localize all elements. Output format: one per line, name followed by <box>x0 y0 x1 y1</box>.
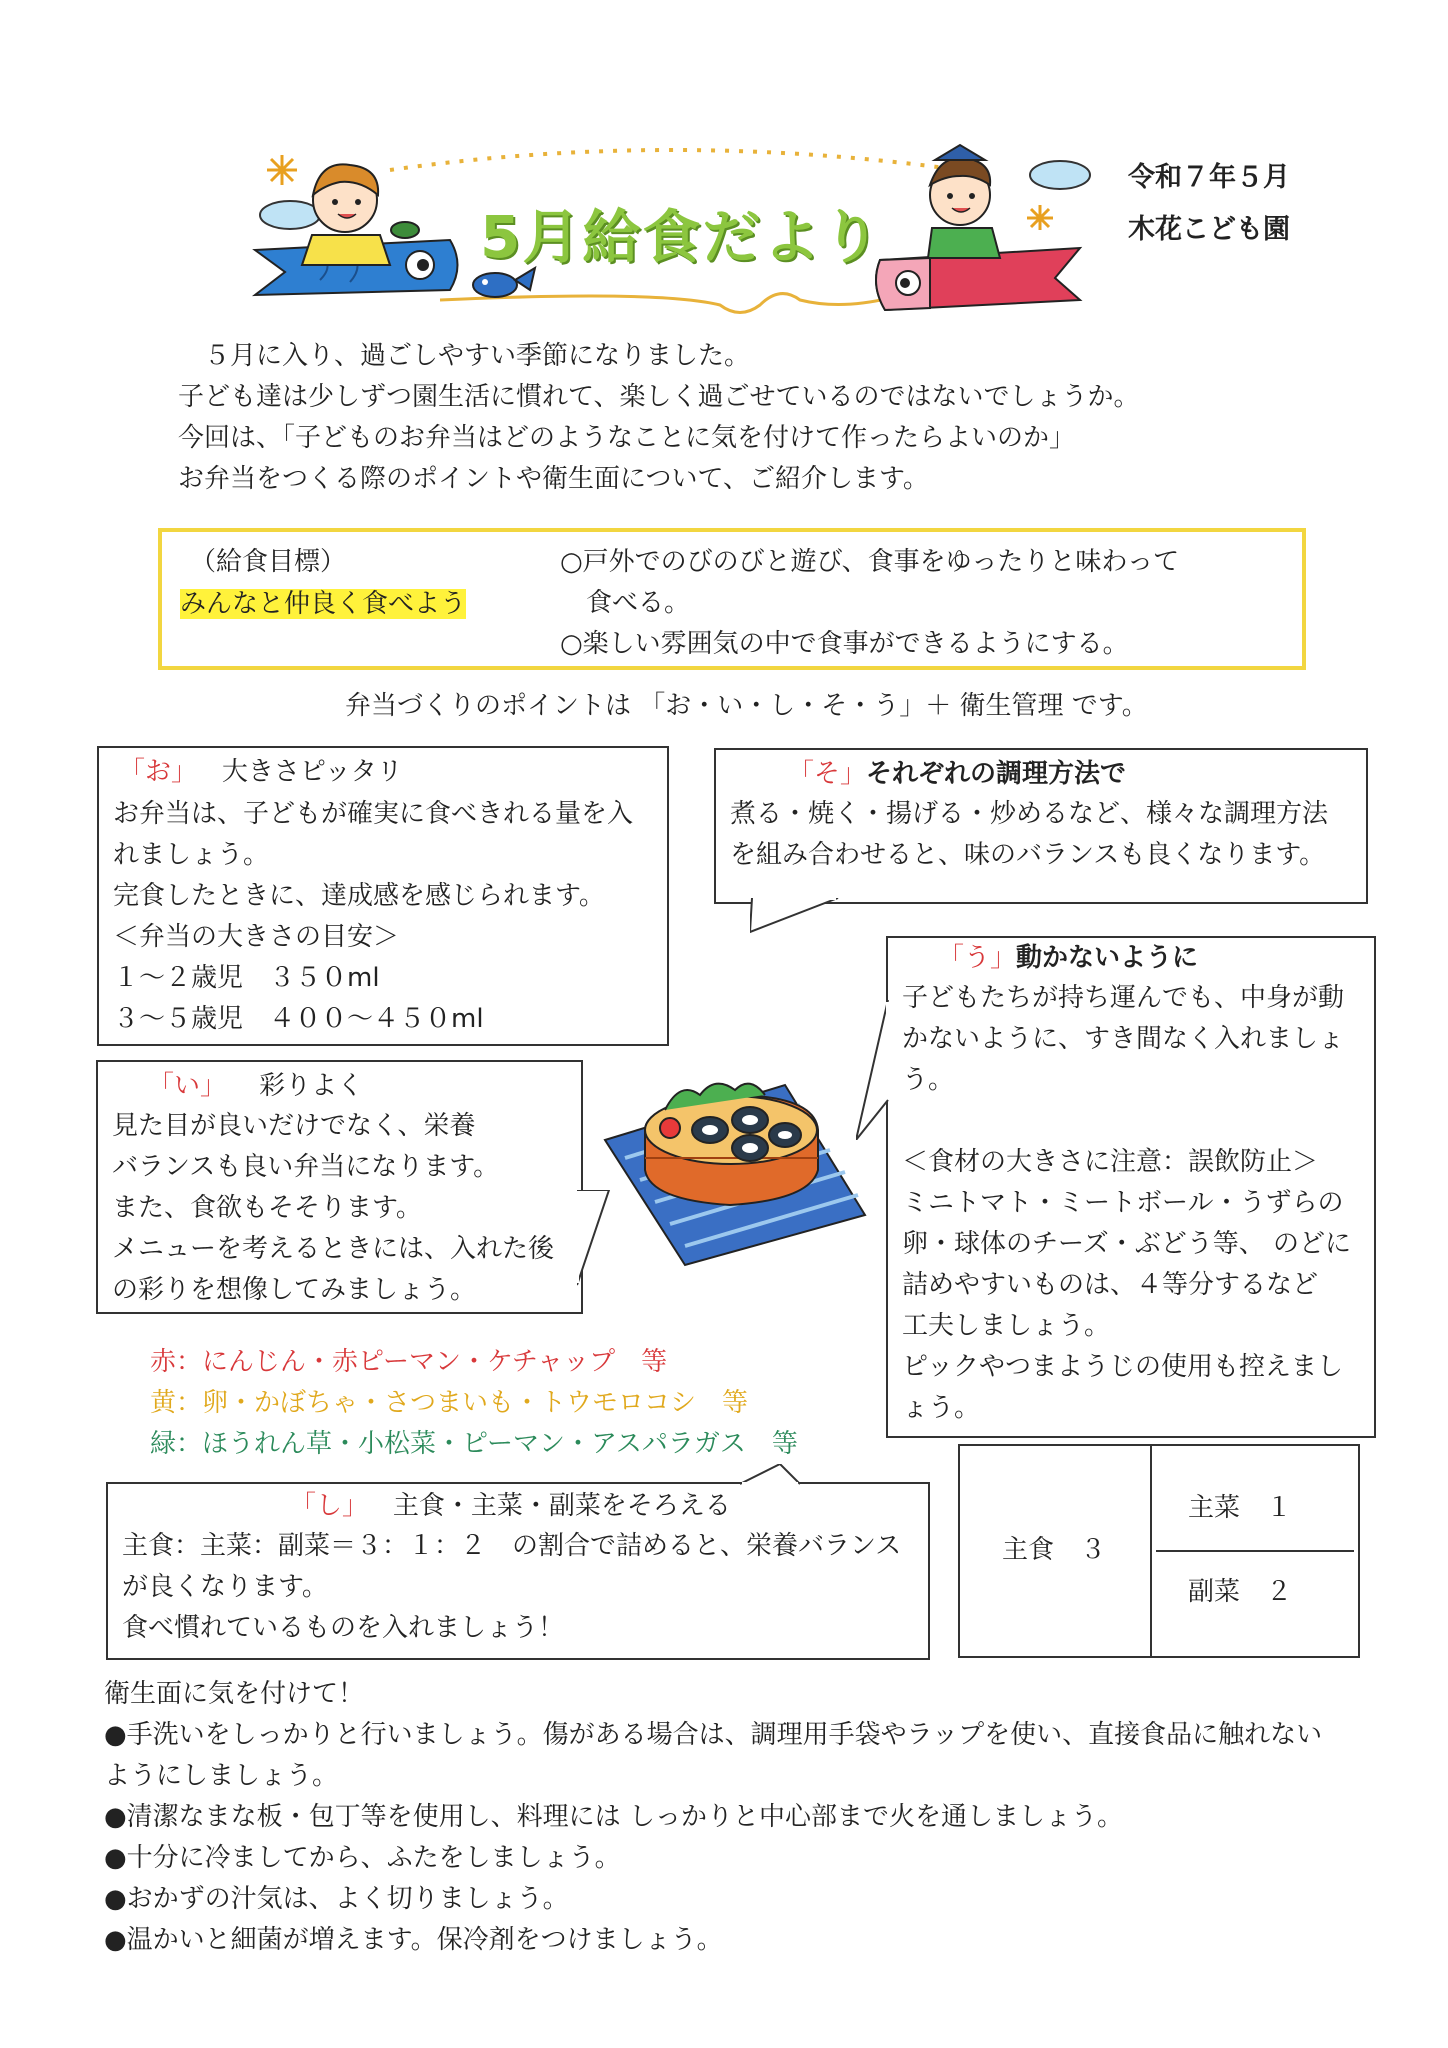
ratio-side-dish: 副菜 ２ <box>1188 1577 1293 1607</box>
point-line: かないように、すき間なく入れましょ <box>902 1024 1345 1054</box>
point-line: ３～５歳児 ４００～４５０ml <box>113 1004 484 1034</box>
point-line: を組み合わせると、味のバランスも良くなります。 <box>730 840 1326 870</box>
point-line: ょう。 <box>902 1393 981 1423</box>
bubble-tail <box>740 1464 800 1486</box>
point-line: う。 <box>902 1065 955 1095</box>
point-heading: 大きさピッタリ <box>221 757 403 787</box>
point-key: 「し」 <box>290 1491 369 1521</box>
hygiene-title: 衛生面に気を付けて！ <box>104 1679 365 1709</box>
point-line: 完食したときに、達成感を感じられます。 <box>113 881 605 911</box>
point-line: ピックやつまようじの使用も控えまし <box>902 1352 1343 1382</box>
color-yellow: 黄：卵・かぼちゃ・さつまいも・トウモロコシ 等 <box>150 1388 749 1418</box>
hygiene-line: ●温かいと細菌が増えます。保冷剤をつけましょう。 <box>104 1925 723 1955</box>
goal-highlight: みんなと仲良く食べよう <box>180 589 467 619</box>
hygiene-line: ●おかずの汁気は、よく切りましょう。 <box>104 1884 569 1914</box>
point-line: 煮る・焼く・揚げる・炒めるなど、様々な調理方法 <box>730 799 1329 829</box>
point-line: 子どもたちが持ち運んでも、中身が動 <box>902 983 1345 1013</box>
goal-item: ○楽しい雰囲気の中で食事ができるようにする。 <box>560 629 1129 659</box>
bubble-tail <box>750 898 840 934</box>
goal-items <box>560 542 1179 665</box>
point-line: れましょう。 <box>113 840 270 870</box>
point-line: ＜食材の大きさに注意：誤飲防止＞ <box>902 1147 1319 1177</box>
point-i-box <box>96 1060 583 1314</box>
color-examples <box>150 1342 798 1465</box>
point-line: が良くなります。 <box>122 1572 328 1602</box>
goal-box <box>158 528 1306 670</box>
point-line: 食べ慣れているものを入れましょう！ <box>122 1613 565 1643</box>
point-u-box <box>886 936 1376 1438</box>
points-title: 弁当づくりのポイントは 「お・い・し・そ・う」＋ 衛生管理 です。 <box>345 691 1148 721</box>
point-line: バランスも良い弁当になります。 <box>112 1152 500 1182</box>
point-key: 「い」 <box>148 1071 227 1101</box>
hygiene-line: ようにしましょう。 <box>104 1761 339 1791</box>
hygiene-section <box>104 1674 1322 1961</box>
point-line: 見た目が良いだけでなく、栄養 <box>112 1111 476 1141</box>
ratio-side-main: 主菜 １ <box>1188 1493 1293 1523</box>
point-line <box>902 1101 1351 1142</box>
intro-line: ５月に入り、過ごしやすい季節になりました。 <box>204 341 751 371</box>
point-line: 詰めやすいものは、４等分するなど <box>902 1270 1319 1300</box>
point-so-box <box>714 748 1368 904</box>
hygiene-line: ●清潔なまな板・包丁等を使用し、料理には しっかりと中心部まで火を通しましょう。 <box>104 1802 1123 1832</box>
bento-illustration <box>600 1050 870 1270</box>
point-line: １～２歳児 ３５０ml <box>113 963 380 993</box>
page-title: 5月給食だより <box>480 203 883 271</box>
sparkle-icon <box>267 155 297 185</box>
point-heading: 主食・主菜・副菜をそろえる <box>392 1491 731 1521</box>
color-green: 緑：ほうれん草・小松菜・ピーマン・アスパラガス 等 <box>150 1429 798 1459</box>
point-line: 工夫しましょう。 <box>902 1311 1111 1341</box>
header-school: 木花こども園 <box>1128 214 1290 245</box>
point-key: 「う」 <box>938 943 1017 973</box>
point-line: ＜弁当の大きさの目安＞ <box>113 922 400 952</box>
point-line: の彩りを想像してみましょう。 <box>112 1275 477 1305</box>
intro-line: お弁当をつくる際のポイントや衛生面について、ご紹介します。 <box>178 464 929 494</box>
point-heading: 彩りよく <box>259 1071 364 1101</box>
point-line: また、食欲もそそります。 <box>112 1193 422 1223</box>
ratio-main: 主食 ３ <box>1002 1535 1107 1565</box>
point-line: ミニトマト・ミートボール・うずらの <box>902 1188 1344 1218</box>
point-line: お弁当は、子どもが確実に食べきれる量を入 <box>113 799 634 829</box>
child-right-icon <box>928 145 1000 258</box>
goal-item: ○戸外でのびのびと遊び、食事をゆったりと味わって <box>560 547 1180 577</box>
point-heading: それぞれの調理方法で <box>866 759 1127 789</box>
point-heading: 動かないように <box>1016 943 1199 973</box>
header-date: 令和７年５月 <box>1128 162 1290 193</box>
point-key: 「そ」 <box>788 759 867 789</box>
color-red: 赤：にんじん・赤ピーマン・ケチャップ 等 <box>150 1347 668 1377</box>
hygiene-line: ●十分に冷ましてから、ふたをしましょう。 <box>104 1843 621 1873</box>
goal-item: 食べる。 <box>560 588 691 618</box>
point-shi-box <box>106 1482 930 1660</box>
point-line: 主食：主菜：副菜＝３：１：２ の割合で詰めると、栄養バランス <box>122 1531 902 1561</box>
point-line: メニューを考えるときには、入れた後 <box>112 1234 555 1264</box>
intro-line: 子ども達は少しずつ園生活に慣れて、楽しく過ごせているのではないでしょうか。 <box>178 382 1140 412</box>
point-o-box <box>97 746 669 1046</box>
point-key: 「お」 <box>119 757 198 787</box>
goal-label: （給食目標） <box>190 547 347 577</box>
hygiene-line: ●手洗いをしっかりと行いましょう。傷がある場合は、調理用手袋やラップを使い、直接食品に触れない <box>104 1720 1323 1750</box>
intro-text <box>178 336 1139 500</box>
ratio-table <box>958 1444 1360 1658</box>
intro-line: 今回は、「子どものお弁当はどのようなことに気を付けて作ったらよいのか」 <box>178 423 1076 453</box>
point-line: 卵・球体のチーズ・ぶどう等、 のどに <box>902 1229 1351 1259</box>
